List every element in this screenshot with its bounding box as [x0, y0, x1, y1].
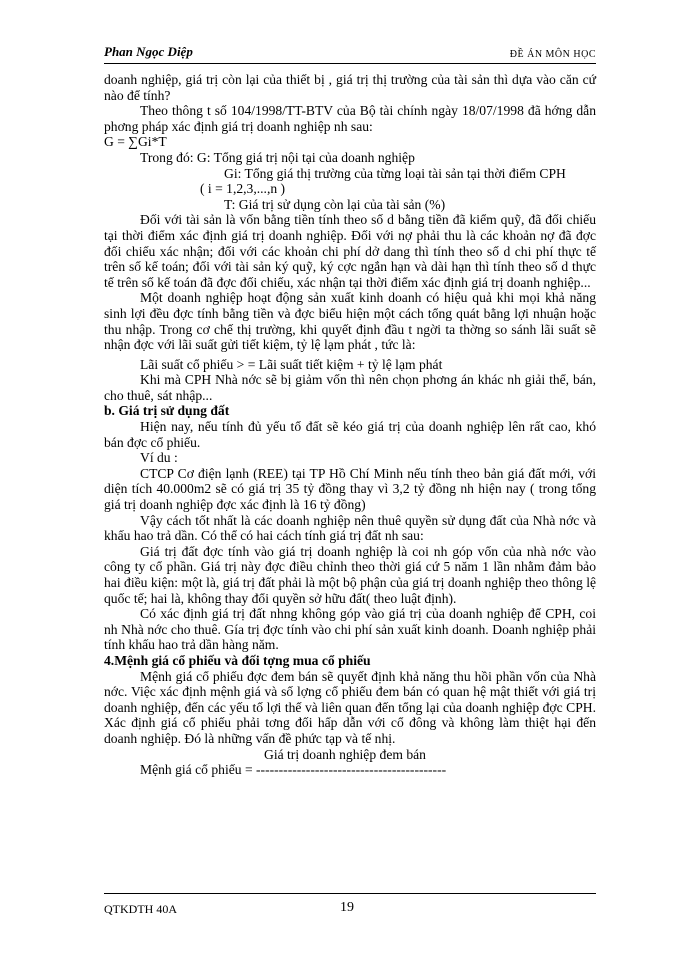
footer-class: QTKDTH 40A	[104, 902, 177, 916]
paragraph: Hiện nay, nếu tính đủ yếu tố đất sẽ kéo giá trị của doanh nghiệp lên rất cao, khó bán đợc cổ phiếu.	[104, 419, 596, 450]
paragraph: Khi mà CPH Nhà nớc sẽ bị giảm vốn thì nên chọn phơng án khác nh giải thể, bán, cho thuê, sát nhập...	[104, 372, 596, 403]
formula: G = ∑Gi*T	[104, 134, 167, 150]
header-title: ĐỀ ÁN MÔN HỌC	[509, 49, 596, 60]
legend-line: Gi: Tổng giá thị trường của từng loại tài sản tại thời điểm CPH	[224, 165, 566, 181]
paragraph: Ví du :	[140, 450, 178, 466]
paragraph: Đối với tài sản là vốn bằng tiền tính theo số d bằng tiền đã kiểm quỹ, đã đối chiếu tại thời điểm xác định giá trị doanh nghiệp. Đối với nợ phải thu là các khoản nợ đã đợc đối chiếu xác nhận; đối với các khoản chi phí dở dang thì tính theo số d chi phí thực tế trên số kế toán; đối với tài sản ký quỹ, ký cợc ngắn hạn và dài hạn thì tính theo số d thực tế trên số kế toán đã đợc đối chiếu, xác nhận tại thời điểm xác định giá trị doanh nghiệp...	[104, 212, 596, 290]
footer-rule	[104, 893, 596, 894]
legend-line: ( i = 1,2,3,...,n )	[200, 181, 286, 197]
paragraph: Có xác định giá trị đất nhng không góp vào giá trị của doanh nghiệp để CPH, coi nh Nhà nớc cho thuê. Gía trị đợc tính vào chi phí sản xuất kinh doanh. Doanh nghiệp phải tính khấu hao trả dần hàng năm.	[104, 606, 596, 653]
page-header	[104, 40, 596, 62]
formula: Lãi suất cổ phiếu > = Lãi suất tiết kiệm + tỷ lệ lạm phát	[140, 356, 443, 372]
paragraph: Mệnh giá cổ phiếu đợc đem bán sẽ quyết định khả năng thu hồi phần vốn của Nhà nớc. Việc xác định mệnh giá và số lợng cổ phiếu đem bán có quan hệ mật thiết với giá trị doanh nghiệp, đến các yếu tố lợi thế và liên quan đến tổng lại của doanh nghiệp đợc CPH. Xác định giá cổ phiếu phải tơng đối hấp dẫn với cổ đông và không làm thiệt hại đến doanh nghiệp. Đó là những vấn đề phức tạp và tế nhị.	[104, 668, 596, 746]
paragraph: Giá trị đất đợc tính vào giá trị doanh nghiệp là coi nh góp vốn của nhà nớc vào công ty cổ phần. Giá trị này đợc điều chỉnh theo thời giá cứ 5 năm 1 lần nhằm đảm bảo hai điều kiện: một là, giá trị đất phải là một bộ phận của giá trị doanh nghiệp theo thông lệ quốc tế; hai là, không thay đổi quyền sở hữu đất( theo luật định).	[104, 543, 596, 606]
paragraph: Theo thông t số 104/1998/TT-BTV của Bộ tài chính ngày 18/07/1998 đã hớng dẫn phơng pháp xác định giá trị doanh nghiệp nh sau:	[104, 103, 596, 134]
section-heading: b. Giá trị sử dụng đất	[104, 403, 230, 419]
legend-line: Trong đó: G: Tổng giá trị nội tại của doanh nghiệp	[140, 149, 415, 165]
formula-numerator: Giá trị doanh nghiệp đem bán	[264, 746, 426, 762]
formula: Mệnh giá cổ phiếu = ------------------------------------------	[140, 762, 447, 778]
section-heading: 4.Mệnh giá cổ phiếu và đối tợng mua cổ phiếu	[104, 652, 371, 668]
paragraph: CTCP Cơ điện lạnh (REE) tại TP Hồ Chí Minh nếu tính theo bản giá đất mới, với diện tích 40.000m2 sẽ có giá trị 35 tỷ đồng thay vì 3,2 tỷ đồng nh hiện nay ( trong tổng giá trị doanh nghiệp đợc xác định là 16 tỷ đồng)	[104, 465, 596, 513]
page-number: 19	[340, 900, 354, 915]
document-body	[104, 72, 596, 778]
paragraph: Một doanh nghiệp hoạt động sản xuất kinh doanh có hiệu quả khi mọi khả năng sinh lợi đều đợc tính bằng tiền và đợc biểu hiện một cách tổng quát bằng lợi nhuận hoặc thu nhập. Trong cơ chế thị trường, khi quyết định đầu t ngời ta thờng so sánh lãi suất sẽ nhận đợc với lãi suất gửi tiết kiệm, tỷ lệ lạm phát , tức là:	[104, 290, 596, 353]
header-author: Phan Ngọc Diệp	[104, 44, 193, 59]
paragraph: doanh nghiệp, giá trị còn lại của thiết bị , giá trị thị trường của tài sản thì dựa vào căn cứ nào để tính?	[104, 72, 596, 103]
header-rule	[104, 63, 596, 64]
paragraph: Vậy cách tốt nhất là các doanh nghiệp nên thuê quyền sử dụng đất của Nhà nớc và khấu hao trả dần. Có thể có hai cách tính giá trị đất nh sau:	[104, 512, 596, 544]
legend-line: T: Giá trị sử dụng còn lại của tài sản (%)	[224, 196, 446, 212]
